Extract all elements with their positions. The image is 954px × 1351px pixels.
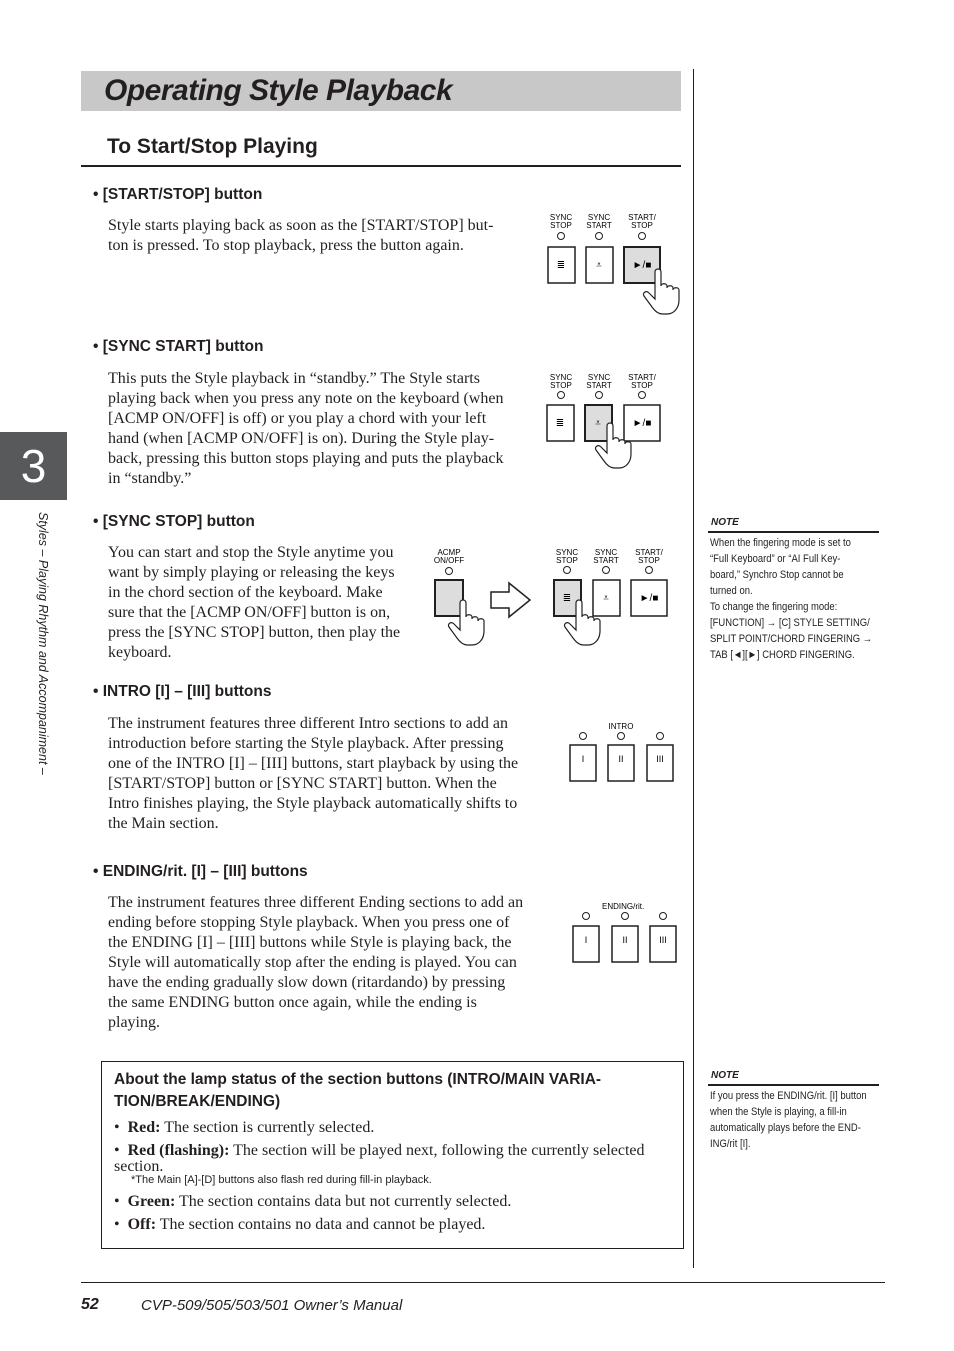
- roman-1: I: [584, 935, 588, 945]
- sync-start-symbol: ⩡: [596, 260, 602, 271]
- diagram-sync-start: [547, 373, 660, 468]
- ending-heading: • ENDING/rit. [I] – [III] buttons: [93, 863, 308, 880]
- note-line: [FUNCTION] → [C] STYLE SETTING/: [710, 617, 870, 629]
- heading-line: About the lamp status of the section buttons (INTRO/MAIN VARIA-: [114, 1071, 602, 1088]
- note-heading: NOTE: [711, 517, 739, 528]
- text-line: the Main section.: [108, 815, 219, 832]
- note-text: [710, 1088, 882, 1152]
- lamp: [603, 567, 610, 574]
- note-rule: [708, 531, 879, 533]
- lamp: [622, 913, 629, 920]
- sync-stop-symbol: ≣: [562, 593, 572, 604]
- sync-start-label: SYNC START: [586, 373, 612, 390]
- lamp-footnote: *The Main [A]-[D] buttons also flash red during fill-in playback.: [131, 1174, 432, 1186]
- lamp: [580, 733, 587, 740]
- text-line: in “standby.”: [108, 470, 192, 487]
- text-line: one of the INTRO [I] – [III] buttons, start playback by using the: [108, 755, 519, 772]
- text-line: press the [SYNC STOP] button, then play the: [108, 624, 401, 641]
- chapter-side-label: Styles – Playing Rhythm and Accompaniment –: [36, 512, 50, 775]
- intro-heading: • INTRO [I] – [III] buttons: [93, 683, 272, 700]
- chapter-number: 3: [20, 440, 47, 492]
- roman-2: II: [618, 754, 624, 764]
- sync-stop-symbol: ≣: [555, 418, 565, 429]
- diagram-intro: [570, 722, 673, 781]
- text-line: playing back when you press any note on the keyboard (when: [108, 390, 504, 407]
- lamp: [596, 392, 603, 399]
- page-number: 52: [81, 1296, 99, 1313]
- text-line: back, pressing this button stops playing and puts the playback: [108, 450, 504, 467]
- lamp: [446, 568, 453, 575]
- acmp-button: [435, 580, 463, 616]
- text-line: the same ENDING button once again, while the ending is: [108, 994, 477, 1011]
- text-line: [START/STOP] button or [SYNC START] button. When the: [108, 775, 497, 792]
- lamp: [583, 913, 590, 920]
- text-line: ending before stopping Style playback. When you press one of: [108, 914, 510, 931]
- text-line: sure that the [ACMP ON/OFF] button is on,: [108, 604, 391, 621]
- item-text: The section contains no data and cannot be played.: [156, 1216, 486, 1233]
- item-label: Off:: [127, 1216, 157, 1233]
- lamp-item-red-flashing: • Red (flashing): The section will be played next, following the currently selected section.: [114, 1142, 645, 1175]
- note-line: When the fingering mode is set to: [710, 537, 851, 549]
- sync-start-label: SYNC START: [593, 548, 619, 565]
- sync-stop-symbol: ≣: [556, 260, 566, 271]
- text-line: introduction before starting the Style playback. After pressing: [108, 735, 504, 752]
- sync-stop-label: SYNC STOP: [555, 548, 579, 565]
- roman-1: I: [581, 754, 585, 764]
- start-stop-symbol: ►/■: [632, 418, 652, 429]
- text-line: Style starts playing back as soon as the [START/STOP] but-: [108, 217, 494, 234]
- text-line: ton is pressed. To stop playback, press the button again.: [108, 237, 464, 254]
- lamp: [558, 233, 565, 240]
- page-title: Operating Style Playback: [104, 74, 453, 107]
- note-line: If you press the ENDING/rit. [I] button: [710, 1090, 867, 1102]
- lamp-item-off: • Off: The section contains no data and cannot be played.: [114, 1216, 486, 1233]
- diagram-ending: [573, 902, 676, 962]
- note-line: “Full Keyboard” or “AI Full Key-: [710, 553, 841, 565]
- sync-start-heading: • [SYNC START] button: [93, 338, 264, 355]
- footer-rule: [81, 1282, 885, 1283]
- text-line: the ENDING [I] – [III] buttons while Style is playing back, the: [108, 934, 512, 951]
- item-label: Red:: [127, 1119, 161, 1136]
- roman-3: III: [656, 754, 664, 764]
- note-line: SPLIT POINT/CHORD FINGERING →: [710, 633, 873, 645]
- note-line: To change the fingering mode:: [710, 601, 838, 613]
- note-line: ING/rit [I].: [710, 1138, 751, 1150]
- roman-3: III: [659, 935, 667, 945]
- heading-line: TION/BREAK/ENDING): [114, 1093, 281, 1110]
- text-line: [ACMP ON/OFF] is off) or you play a chord with your left: [108, 410, 487, 427]
- start-stop-label: START/ STOP: [628, 373, 656, 390]
- text-line: The instrument features three different Intro sections to add an: [108, 715, 509, 732]
- acmp-label: ACMP ON/OFF: [433, 548, 465, 565]
- start-stop-heading: • [START/STOP] button: [93, 186, 263, 203]
- lamp-status-heading: [114, 1069, 664, 1113]
- lamp: [657, 733, 664, 740]
- text-line: This puts the Style playback in “standby.” The Style starts: [108, 370, 480, 387]
- text-line: Intro finishes playing, the Style playback automatically shifts to: [108, 795, 518, 812]
- note-line: TAB [◄][►] CHORD FINGERING.: [710, 649, 855, 661]
- note-line: board,” Synchro Stop cannot be: [710, 569, 844, 581]
- lamp: [618, 733, 625, 740]
- item-text: The section contains data but not currently selected.: [175, 1193, 512, 1210]
- text-line: keyboard.: [108, 644, 172, 661]
- diagram-start-stop: [548, 213, 679, 314]
- sync-start-symbol: ⩡: [603, 593, 609, 604]
- lamp: [596, 233, 603, 240]
- sync-start-symbol: ⩡: [595, 418, 601, 429]
- lamp: [646, 567, 653, 574]
- start-stop-symbol: ►/■: [632, 260, 652, 271]
- note-text: [710, 535, 882, 663]
- lamp: [660, 913, 667, 920]
- lamp: [558, 392, 565, 399]
- text-line: Style will automatically stop after the ending is played. You can: [108, 954, 517, 971]
- lamp-item-green: • Green: The section contains data but not currently selected.: [114, 1193, 512, 1210]
- note-line: turned on.: [710, 585, 753, 597]
- section-title: To Start/Stop Playing: [107, 135, 318, 158]
- intro-label: INTRO: [608, 722, 634, 731]
- ending-label: ENDING/rit.: [602, 902, 645, 911]
- text-line: want by simply playing or releasing the keys: [108, 564, 395, 581]
- lamp: [639, 392, 646, 399]
- roman-2: II: [622, 935, 628, 945]
- sync-stop-label: SYNC STOP: [549, 213, 573, 230]
- text-line: The instrument features three different Ending sections to add an: [108, 894, 524, 911]
- text-line: have the ending gradually slow down (ritardando) by pressing: [108, 974, 506, 991]
- item-label: Red (flashing):: [127, 1142, 230, 1159]
- lamp: [639, 233, 646, 240]
- text-line: hand (when [ACMP ON/OFF] is on). During the Style play-: [108, 430, 495, 447]
- lamp-item-red: • Red: The section is currently selected.: [114, 1119, 375, 1136]
- note-heading: NOTE: [711, 1070, 739, 1081]
- diagram-sync-stop: [434, 548, 667, 645]
- sync-stop-label: SYNC STOP: [549, 373, 573, 390]
- item-label: Green:: [127, 1193, 176, 1210]
- note-line: when the Style is playing, a fill-in: [710, 1106, 847, 1118]
- note-line: automatically plays before the END-: [710, 1122, 861, 1134]
- manual-title: CVP-509/505/503/501 Owner’s Manual: [141, 1297, 403, 1314]
- text-line: playing.: [108, 1014, 160, 1031]
- start-stop-label: START/ STOP: [635, 548, 663, 565]
- sync-start-label: SYNC START: [586, 213, 612, 230]
- sync-stop-heading: • [SYNC STOP] button: [93, 513, 255, 530]
- start-stop-label: START/ STOP: [628, 213, 656, 230]
- lamp: [564, 567, 571, 574]
- arrow-right-icon: [491, 583, 530, 617]
- note-rule: [708, 1084, 879, 1086]
- text-line: You can start and stop the Style anytime you: [108, 544, 394, 561]
- item-text: The section is currently selected.: [160, 1119, 375, 1136]
- item-text: The section will be played next, following the currently selected section.: [114, 1142, 645, 1175]
- start-stop-symbol: ►/■: [639, 593, 659, 604]
- text-line: in the chord section of the keyboard. Make: [108, 584, 383, 601]
